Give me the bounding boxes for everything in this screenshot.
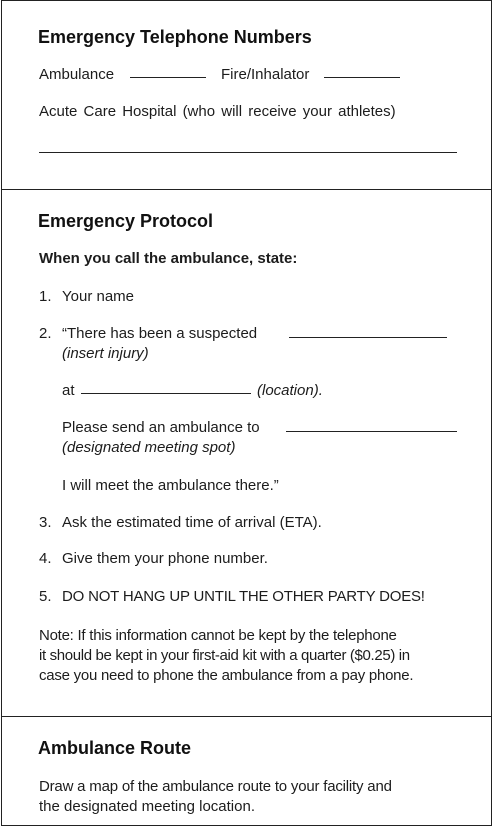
ambulance-number-blank[interactable] — [130, 77, 206, 78]
phones-title: Emergency Telephone Numbers — [38, 27, 312, 47]
hospital-label: Acute Care Hospital (who will receive your athletes) — [39, 103, 396, 120]
item5-text: DO NOT HANG UP UNTIL THE OTHER PARTY DOES! — [62, 588, 425, 605]
item4-text: Give them your phone number. — [62, 550, 268, 567]
protocol-title: Emergency Protocol — [38, 211, 214, 231]
note-line-1: Note: If this information cannot be kept by the telephone — [39, 627, 397, 644]
fire-number-blank[interactable] — [324, 77, 400, 78]
route-title: Ambulance Route — [38, 738, 192, 758]
section-divider — [2, 189, 491, 190]
fire-label: Fire/Inhalator — [221, 66, 310, 83]
ambulance-label: Ambulance — [39, 66, 115, 83]
at-label: at — [62, 382, 75, 399]
section-divider — [2, 716, 491, 717]
route-line-2: the designated meeting location. — [39, 798, 255, 815]
emergency-card — [1, 0, 492, 826]
meeting-spot-blank[interactable] — [286, 431, 457, 432]
item5-number: 5. — [39, 588, 52, 605]
item1-text: Your name — [62, 288, 134, 305]
item3-number: 3. — [39, 514, 52, 531]
note-line-2: it should be kept in your first-aid kit with a quarter ($0.25) in — [39, 647, 410, 664]
protocol-intro: When you call the ambulance, state: — [39, 250, 298, 267]
item3-text: Ask the estimated time of arrival (ETA). — [62, 514, 322, 531]
meet-text: I will meet the ambulance there.” — [62, 477, 279, 494]
note-line-3: case you need to phone the ambulance from a pay phone. — [39, 667, 414, 684]
hospital-blank[interactable] — [39, 152, 457, 153]
item2-line1: “There has been a suspected — [62, 325, 258, 342]
meeting-spot-caption: (designated meeting spot) — [62, 439, 236, 456]
injury-caption: (insert injury) — [62, 345, 149, 362]
route-line-1: Draw a map of the ambulance route to your facility and — [39, 778, 392, 795]
item2-number: 2. — [39, 325, 52, 342]
item4-number: 4. — [39, 550, 52, 567]
send-ambulance-text: Please send an ambulance to — [62, 419, 260, 436]
location-caption: (location). — [257, 382, 323, 399]
item1-number: 1. — [39, 288, 52, 305]
injury-blank[interactable] — [289, 337, 447, 338]
location-blank[interactable] — [81, 393, 251, 394]
